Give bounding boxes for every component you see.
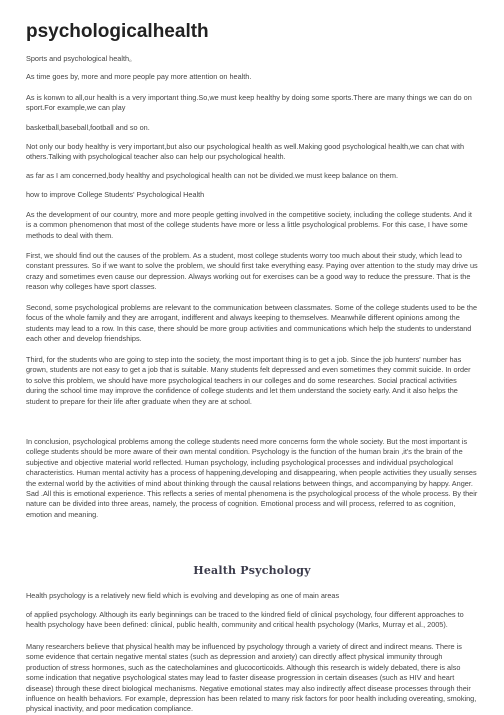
paragraph: As time goes by, more and more people pay more attention on health. (26, 72, 252, 81)
paragraph: As is konwn to all,our health is a very important thing.So,we must keep healthy by doing some sports.There are many things we can do on sport.For example,we can play (26, 93, 472, 113)
section-heading: Health Psychology (193, 564, 311, 577)
paragraph: Third, for the students who are going to step into the society, the most important thing is to get a job. Since the job hunters' number has grown, students are not easy to get a job that is suitable. Many students felt depressed and even sometimes they commit suicide. In order to solve this problem, we should have more psychological teachers in our colleges and do some researches. Social practical activities during the school time may improve the confidence of college students and let them understand the society early. And it also helps the student to prepare for their life after graduate when they are at school. (26, 355, 471, 406)
paragraph: basketball,baseball,football and so on. (26, 123, 150, 132)
paragraph: as far as I am concerned,body healthy and psychological health can not be divided.we must keep balance on them. (26, 171, 398, 180)
paragraph: how to improve College Students' Psychological Health (26, 190, 205, 199)
paragraph: In conclusion, psychological problems among the college students need more concerns form the whole society. But the most important is college students should be more aware of their own mental condition. Psychology is the function of the human brain ,it's the brain of the subjective and objective material world reflected. Human psychology, including psychological processes and individual psychological characteristics. Human mental activity has a process of happening,developing and disappearing, when people activities they usually senses the external world by the activities of mind about thinking through the causal relations between things, and accompanying by happy. Anger. Sad .All this is emotional experience. This reflects a series of mental phenomena is the psychological process of the whole process. By their nature can be divided into three areas, namely, the process of cognition. Emotional process and will process, referred to as cognition, emotion and meaning. (26, 437, 478, 519)
paragraph: Not only our body healthy is very important,but also our psychological health as well.Making good psychological health,we can chat with others.Talking with psychological teacher also can help our psychological health. (26, 142, 465, 162)
paragraph: First, we should find out the causes of the problem. As a student, most college students worry too much about their study, which lead to constant pressures. So if we want to solve the problem, we should first take everything easy. Paying over attention to the study may drive us crazy and sometimes even cause our depression. Always working out for exercises can be a good way to reduce the pressure. That is the reason why colleges have sport classes. (26, 251, 478, 292)
paragraph: Many researchers believe that physical health may be influenced by psychology through a variety of direct and indirect means. There is some evidence that certain negative mental states (such as depression and anxiety) can directly affect physical immunity through production of stress hormones, such as the catecholamines and glucocorticoids. Although this research is widely debated, there is also some indication that negative psychological states may lead to faster disease progression in certain diseases (such as HIV and heart disease) through these direct biological mechanisms. Negative emotional states may also indirectly affect disease processes through their influence on health behaviors. For example, depression has been related to many risk factors for poor health including overeating, smoking, physical inactivity, and poor medication compliance. (26, 642, 477, 714)
paragraph: Second, some psychological problems are relevant to the communication between classmates. Some of the college students used to be the focus of the whole family and they are arrogant, indifferent and always keeping to themselves. Meanwhile different opinions among the students may lead to a row. In this case, there should be more group activities and communications which help the students to understand each other and develop friendships. (26, 303, 478, 344)
paragraph: Health psychology is a relatively new field which is evolving and developing as one of main areas (26, 591, 340, 600)
paragraph: As the development of our country, more and more people getting involved in the competitive society, including the college students. And it is a common phenomenon that most of the college students have more or less a little psychological problems. For this case, I have some methods to deal with them. (26, 210, 472, 240)
paragraph: Sports and psychological health。 (26, 54, 137, 63)
page-title: psychologicalhealth (26, 21, 209, 42)
paragraph: of applied psychology. Although its early beginnings can be traced to the kindred field of clinical psychology, four different approaches to health psychology have been defined: clinical, public health, community and critical health psychology (Marks, Murray et al., 2005). (26, 610, 464, 630)
